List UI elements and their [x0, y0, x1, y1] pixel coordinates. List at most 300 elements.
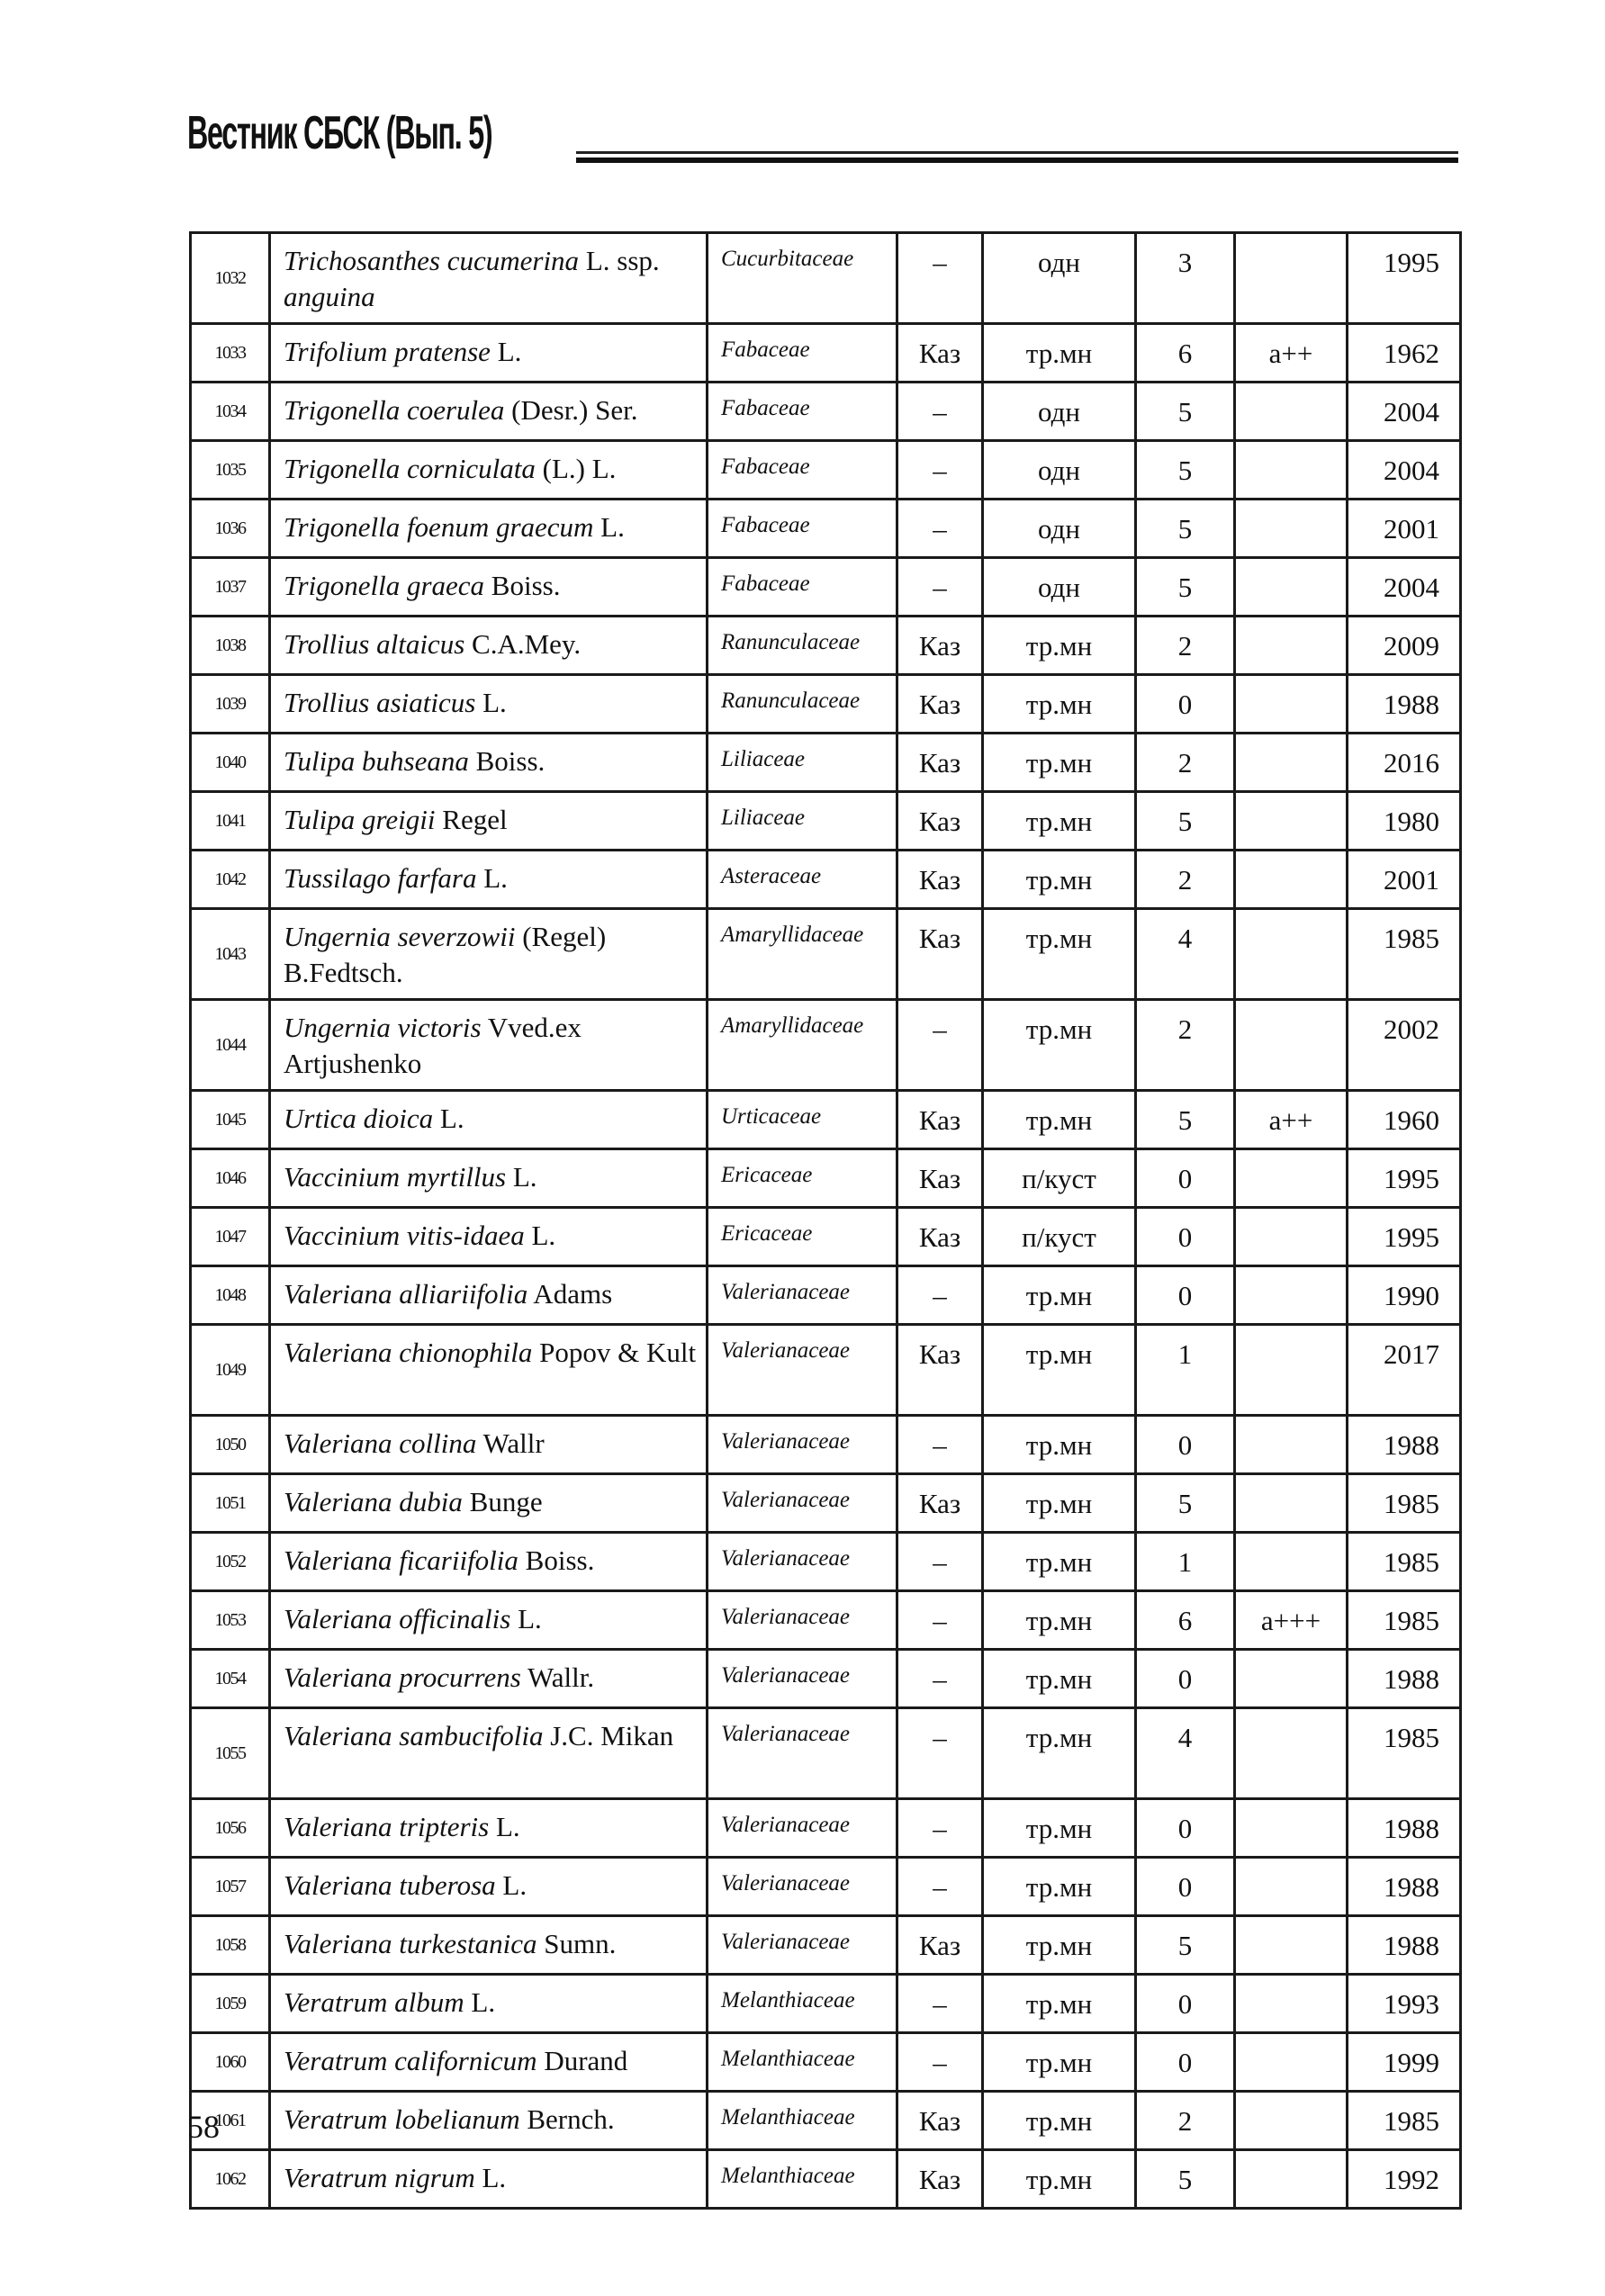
species-name — [270, 1975, 708, 2033]
species-name — [270, 1474, 708, 1533]
score: 2 — [1136, 734, 1235, 792]
score: 4 — [1136, 909, 1235, 1000]
life-form: тр.мн — [983, 734, 1136, 792]
species-name — [270, 2033, 708, 2092]
row-number: 1054 — [191, 1650, 270, 1708]
row-number: 1053 — [191, 1591, 270, 1650]
species-name — [270, 500, 708, 558]
family: Ranunculaceae — [708, 617, 897, 675]
row-number: 1041 — [191, 792, 270, 851]
mark: a++ — [1235, 324, 1348, 383]
kaz-status: – — [897, 558, 983, 617]
species-binomial: Veratrum californicum — [284, 2045, 537, 2076]
species-subspecies: anguina — [284, 281, 375, 312]
table-row — [191, 675, 1461, 734]
species-author: L. — [593, 511, 625, 543]
species-binomial: Valeriana officinalis — [284, 1603, 511, 1634]
species-binomial: Valeriana alliariifolia — [284, 1278, 528, 1310]
table-row — [191, 1416, 1461, 1474]
mark — [1235, 1000, 1348, 1091]
mark — [1235, 1533, 1348, 1591]
species-author: Vved.ex Artjushenko — [284, 1012, 582, 1079]
species-binomial: Trollius asiaticus — [284, 687, 476, 718]
life-form: тр.мн — [983, 1416, 1136, 1474]
species-binomial: Valeriana collina — [284, 1427, 477, 1459]
score: 6 — [1136, 1591, 1235, 1650]
species-author: Bernch. — [519, 2103, 615, 2135]
species-author: (Desr.) Ser. — [504, 394, 638, 426]
family: Valerianaceae — [708, 1799, 897, 1858]
family: Amaryllidaceae — [708, 1000, 897, 1091]
mark — [1235, 441, 1348, 500]
score: 5 — [1136, 1474, 1235, 1533]
table-row — [191, 324, 1461, 383]
year: 1985 — [1348, 1474, 1461, 1533]
species-name — [270, 1858, 708, 1916]
kaz-status: Каз — [897, 734, 983, 792]
family: Melanthiaceae — [708, 2150, 897, 2209]
year: 2002 — [1348, 1000, 1461, 1091]
species-author: Boiss. — [468, 745, 546, 777]
row-number: 1044 — [191, 1000, 270, 1091]
row-number: 1062 — [191, 2150, 270, 2209]
life-form: п/куст — [983, 1208, 1136, 1266]
species-binomial: Vaccinium vitis-idaea — [284, 1220, 525, 1251]
mark — [1235, 383, 1348, 441]
score: 5 — [1136, 500, 1235, 558]
species-binomial: Vaccinium myrtillus — [284, 1161, 507, 1193]
species-name — [270, 851, 708, 909]
year: 1988 — [1348, 1799, 1461, 1858]
life-form: тр.мн — [983, 909, 1136, 1000]
mark — [1235, 1474, 1348, 1533]
row-number: 1038 — [191, 617, 270, 675]
kaz-status: – — [897, 1591, 983, 1650]
species-binomial: Trigonella foenum graecum — [284, 511, 594, 543]
species-binomial: Tulipa buhseana — [284, 745, 469, 777]
family: Valerianaceae — [708, 1416, 897, 1474]
species-name — [270, 1091, 708, 1149]
family: Fabaceae — [708, 500, 897, 558]
table-row — [191, 1208, 1461, 1266]
species-binomial: Tussilago farfara — [284, 862, 477, 894]
life-form: тр.мн — [983, 1474, 1136, 1533]
kaz-status: Каз — [897, 792, 983, 851]
life-form: тр.мн — [983, 617, 1136, 675]
row-number: 1058 — [191, 1916, 270, 1975]
score: 1 — [1136, 1533, 1235, 1591]
species-name — [270, 1325, 708, 1416]
family: Ericaceae — [708, 1149, 897, 1208]
mark: a+++ — [1235, 1591, 1348, 1650]
kaz-status: – — [897, 500, 983, 558]
family: Melanthiaceae — [708, 2092, 897, 2150]
year: 1960 — [1348, 1091, 1461, 1149]
kaz-status: Каз — [897, 617, 983, 675]
running-header — [187, 106, 1458, 169]
row-number: 1033 — [191, 324, 270, 383]
kaz-status: – — [897, 1416, 983, 1474]
row-number: 1034 — [191, 383, 270, 441]
species-name — [270, 1149, 708, 1208]
species-name — [270, 1799, 708, 1858]
species-author: L. — [510, 1603, 542, 1634]
species-name — [270, 441, 708, 500]
species-binomial: Tulipa greigii — [284, 804, 436, 835]
species-author: L. — [495, 1869, 527, 1901]
mark — [1235, 617, 1348, 675]
family: Valerianaceae — [708, 1474, 897, 1533]
species-binomial: Valeriana procurrens — [284, 1661, 521, 1693]
species-author: Bunge — [462, 1486, 543, 1517]
life-form: одн — [983, 500, 1136, 558]
row-number: 1061 — [191, 2092, 270, 2150]
species-name — [270, 2150, 708, 2209]
species-author: L. — [524, 1220, 556, 1251]
row-number: 1059 — [191, 1975, 270, 2033]
year: 1992 — [1348, 2150, 1461, 2209]
family: Valerianaceae — [708, 1650, 897, 1708]
family: Valerianaceae — [708, 1533, 897, 1591]
year: 1993 — [1348, 1975, 1461, 2033]
row-number: 1057 — [191, 1858, 270, 1916]
life-form: тр.мн — [983, 1916, 1136, 1975]
mark — [1235, 1650, 1348, 1708]
score: 6 — [1136, 324, 1235, 383]
year: 2017 — [1348, 1325, 1461, 1416]
family: Valerianaceae — [708, 1591, 897, 1650]
species-name — [270, 1708, 708, 1799]
row-number: 1050 — [191, 1416, 270, 1474]
species-author: L. — [475, 687, 507, 718]
kaz-status: Каз — [897, 1208, 983, 1266]
species-name — [270, 734, 708, 792]
kaz-status: – — [897, 2033, 983, 2092]
mark — [1235, 1325, 1348, 1416]
mark — [1235, 233, 1348, 324]
row-number: 1046 — [191, 1149, 270, 1208]
score: 5 — [1136, 558, 1235, 617]
species-table-body — [191, 233, 1461, 2209]
mark — [1235, 909, 1348, 1000]
mark — [1235, 500, 1348, 558]
mark — [1235, 1416, 1348, 1474]
species-author: Sumn. — [537, 1928, 617, 1959]
row-number: 1037 — [191, 558, 270, 617]
species-author: L. — [476, 862, 508, 894]
life-form: тр.мн — [983, 1591, 1136, 1650]
year: 2001 — [1348, 500, 1461, 558]
life-form: тр.мн — [983, 324, 1136, 383]
family: Fabaceae — [708, 383, 897, 441]
life-form: тр.мн — [983, 675, 1136, 734]
species-author: L. — [464, 1986, 496, 2018]
family: Valerianaceae — [708, 1858, 897, 1916]
score: 5 — [1136, 1916, 1235, 1975]
year: 2004 — [1348, 383, 1461, 441]
life-form: тр.мн — [983, 1975, 1136, 2033]
table-row — [191, 500, 1461, 558]
year: 1988 — [1348, 675, 1461, 734]
species-name — [270, 1416, 708, 1474]
kaz-status: Каз — [897, 851, 983, 909]
header-rule-thin — [576, 151, 1458, 154]
year: 1995 — [1348, 1208, 1461, 1266]
species-name — [270, 233, 708, 324]
table-row — [191, 909, 1461, 1000]
species-author: (Regel) B.Fedtsch. — [284, 921, 607, 988]
kaz-status: Каз — [897, 2092, 983, 2150]
year: 1988 — [1348, 1416, 1461, 1474]
species-author: L. — [433, 1103, 464, 1134]
score: 0 — [1136, 2033, 1235, 2092]
row-number: 1047 — [191, 1208, 270, 1266]
species-name — [270, 383, 708, 441]
life-form: тр.мн — [983, 1533, 1136, 1591]
header-rule-thick — [576, 158, 1458, 163]
row-number: 1049 — [191, 1325, 270, 1416]
species-name — [270, 617, 708, 675]
kaz-status: Каз — [897, 1474, 983, 1533]
score: 0 — [1136, 1650, 1235, 1708]
family: Ranunculaceae — [708, 675, 897, 734]
row-number: 1055 — [191, 1708, 270, 1799]
mark — [1235, 558, 1348, 617]
life-form: тр.мн — [983, 851, 1136, 909]
mark — [1235, 1149, 1348, 1208]
species-binomial: Ungernia severzowii — [284, 921, 516, 952]
species-author: Wallr — [476, 1427, 545, 1459]
mark — [1235, 2092, 1348, 2150]
year: 1988 — [1348, 1858, 1461, 1916]
row-number: 1035 — [191, 441, 270, 500]
species-name — [270, 1591, 708, 1650]
mark — [1235, 1799, 1348, 1858]
species-binomial: Ungernia victoris — [284, 1012, 482, 1043]
species-binomial: Trollius altaicus — [284, 628, 465, 660]
species-binomial: Veratrum album — [284, 1986, 464, 2018]
kaz-status: Каз — [897, 1091, 983, 1149]
year: 1985 — [1348, 909, 1461, 1000]
table-row — [191, 2033, 1461, 2092]
table-row — [191, 1266, 1461, 1325]
species-binomial: Valeriana tuberosa — [284, 1869, 496, 1901]
score: 0 — [1136, 1858, 1235, 1916]
year: 2016 — [1348, 734, 1461, 792]
mark — [1235, 1858, 1348, 1916]
score: 0 — [1136, 1266, 1235, 1325]
table-row — [191, 558, 1461, 617]
life-form: одн — [983, 441, 1136, 500]
score: 4 — [1136, 1708, 1235, 1799]
row-number: 1045 — [191, 1091, 270, 1149]
life-form: тр.мн — [983, 1799, 1136, 1858]
species-binomial: Trifolium pratense — [284, 336, 491, 367]
life-form: тр.мн — [983, 1650, 1136, 1708]
kaz-status: Каз — [897, 909, 983, 1000]
family: Asteraceae — [708, 851, 897, 909]
row-number: 1040 — [191, 734, 270, 792]
row-number: 1036 — [191, 500, 270, 558]
kaz-status: – — [897, 1533, 983, 1591]
table-row — [191, 441, 1461, 500]
table-row — [191, 792, 1461, 851]
species-author: L. — [474, 2162, 507, 2193]
score: 0 — [1136, 1799, 1235, 1858]
kaz-status: Каз — [897, 2150, 983, 2209]
row-number: 1043 — [191, 909, 270, 1000]
family: Ericaceae — [708, 1208, 897, 1266]
family: Valerianaceae — [708, 1708, 897, 1799]
life-form: одн — [983, 233, 1136, 324]
life-form: тр.мн — [983, 1708, 1136, 1799]
life-form: тр.мн — [983, 1858, 1136, 1916]
mark — [1235, 851, 1348, 909]
score: 5 — [1136, 441, 1235, 500]
year: 1980 — [1348, 792, 1461, 851]
score: 5 — [1136, 1091, 1235, 1149]
mark — [1235, 1708, 1348, 1799]
row-number: 1056 — [191, 1799, 270, 1858]
year: 1995 — [1348, 233, 1461, 324]
mark — [1235, 792, 1348, 851]
species-binomial: Veratrum nigrum — [284, 2162, 475, 2193]
species-name — [270, 1000, 708, 1091]
year: 1988 — [1348, 1916, 1461, 1975]
kaz-status: – — [897, 441, 983, 500]
year: 1962 — [1348, 324, 1461, 383]
kaz-status: – — [897, 1708, 983, 1799]
year: 1985 — [1348, 1708, 1461, 1799]
species-author: Regel — [435, 804, 508, 835]
species-author: Boiss. — [484, 570, 561, 601]
table-row — [191, 1708, 1461, 1799]
table-row — [191, 1149, 1461, 1208]
score: 0 — [1136, 1416, 1235, 1474]
kaz-status: – — [897, 1266, 983, 1325]
life-form: тр.мн — [983, 1000, 1136, 1091]
page-number: 58 — [187, 2109, 220, 2145]
species-author: Boiss. — [518, 1544, 595, 1576]
table-row — [191, 1858, 1461, 1916]
family: Valerianaceae — [708, 1916, 897, 1975]
species-name — [270, 1533, 708, 1591]
species-binomial: Valeriana tripteris — [284, 1811, 490, 1842]
family: Liliaceae — [708, 792, 897, 851]
score: 0 — [1136, 1208, 1235, 1266]
species-author: Durand — [537, 2045, 628, 2076]
family: Fabaceae — [708, 441, 897, 500]
year: 2001 — [1348, 851, 1461, 909]
score: 2 — [1136, 617, 1235, 675]
year: 1990 — [1348, 1266, 1461, 1325]
family: Melanthiaceae — [708, 1975, 897, 2033]
score: 3 — [1136, 233, 1235, 324]
table-row — [191, 383, 1461, 441]
species-author: L. — [506, 1161, 537, 1193]
species-binomial: Trichosanthes cucumerina — [284, 245, 580, 276]
species-name — [270, 1208, 708, 1266]
year: 1999 — [1348, 2033, 1461, 2092]
kaz-status: – — [897, 233, 983, 324]
table-row — [191, 851, 1461, 909]
table-row — [191, 233, 1461, 324]
year: 1995 — [1348, 1149, 1461, 1208]
mark — [1235, 1266, 1348, 1325]
score: 0 — [1136, 1975, 1235, 2033]
score: 5 — [1136, 792, 1235, 851]
table-row — [191, 617, 1461, 675]
species-name — [270, 2092, 708, 2150]
table-row — [191, 1650, 1461, 1708]
mark — [1235, 2150, 1348, 2209]
score: 5 — [1136, 383, 1235, 441]
kaz-status: – — [897, 1975, 983, 2033]
row-number: 1032 — [191, 233, 270, 324]
species-binomial: Valeriana sambucifolia — [284, 1720, 544, 1751]
species-author: C.A.Mey. — [464, 628, 582, 660]
family: Valerianaceae — [708, 1325, 897, 1416]
row-number: 1052 — [191, 1533, 270, 1591]
family: Melanthiaceae — [708, 2033, 897, 2092]
table-row — [191, 1591, 1461, 1650]
table-row — [191, 734, 1461, 792]
species-name — [270, 909, 708, 1000]
score: 5 — [1136, 2150, 1235, 2209]
species-author: Adams — [527, 1278, 613, 1310]
table-row — [191, 2150, 1461, 2209]
year: 2004 — [1348, 558, 1461, 617]
row-number: 1051 — [191, 1474, 270, 1533]
life-form: тр.мн — [983, 2092, 1136, 2150]
family: Liliaceae — [708, 734, 897, 792]
family: Urticaceae — [708, 1091, 897, 1149]
life-form: п/куст — [983, 1149, 1136, 1208]
species-author: (L.) L. — [535, 453, 617, 484]
species-author: L. ssp. — [579, 245, 660, 276]
kaz-status: Каз — [897, 1149, 983, 1208]
species-binomial: Valeriana turkestanica — [284, 1928, 537, 1959]
species-binomial: Urtica dioica — [284, 1103, 434, 1134]
kaz-status: – — [897, 1799, 983, 1858]
year: 1988 — [1348, 1650, 1461, 1708]
table-row — [191, 1916, 1461, 1975]
species-name — [270, 558, 708, 617]
row-number: 1039 — [191, 675, 270, 734]
mark — [1235, 675, 1348, 734]
family: Fabaceae — [708, 558, 897, 617]
kaz-status: – — [897, 1650, 983, 1708]
table-row — [191, 1975, 1461, 2033]
row-number: 1060 — [191, 2033, 270, 2092]
row-number: 1048 — [191, 1266, 270, 1325]
row-number: 1042 — [191, 851, 270, 909]
table-row — [191, 2092, 1461, 2150]
life-form: тр.мн — [983, 2033, 1136, 2092]
life-form: тр.мн — [983, 1091, 1136, 1149]
species-binomial: Trigonella coerulea — [284, 394, 505, 426]
species-name — [270, 675, 708, 734]
species-author: Wallr. — [520, 1661, 595, 1693]
family: Valerianaceae — [708, 1266, 897, 1325]
mark — [1235, 1208, 1348, 1266]
life-form: тр.мн — [983, 2150, 1136, 2209]
life-form: одн — [983, 558, 1136, 617]
species-name — [270, 1916, 708, 1975]
kaz-status: Каз — [897, 675, 983, 734]
table-row — [191, 1325, 1461, 1416]
mark — [1235, 734, 1348, 792]
